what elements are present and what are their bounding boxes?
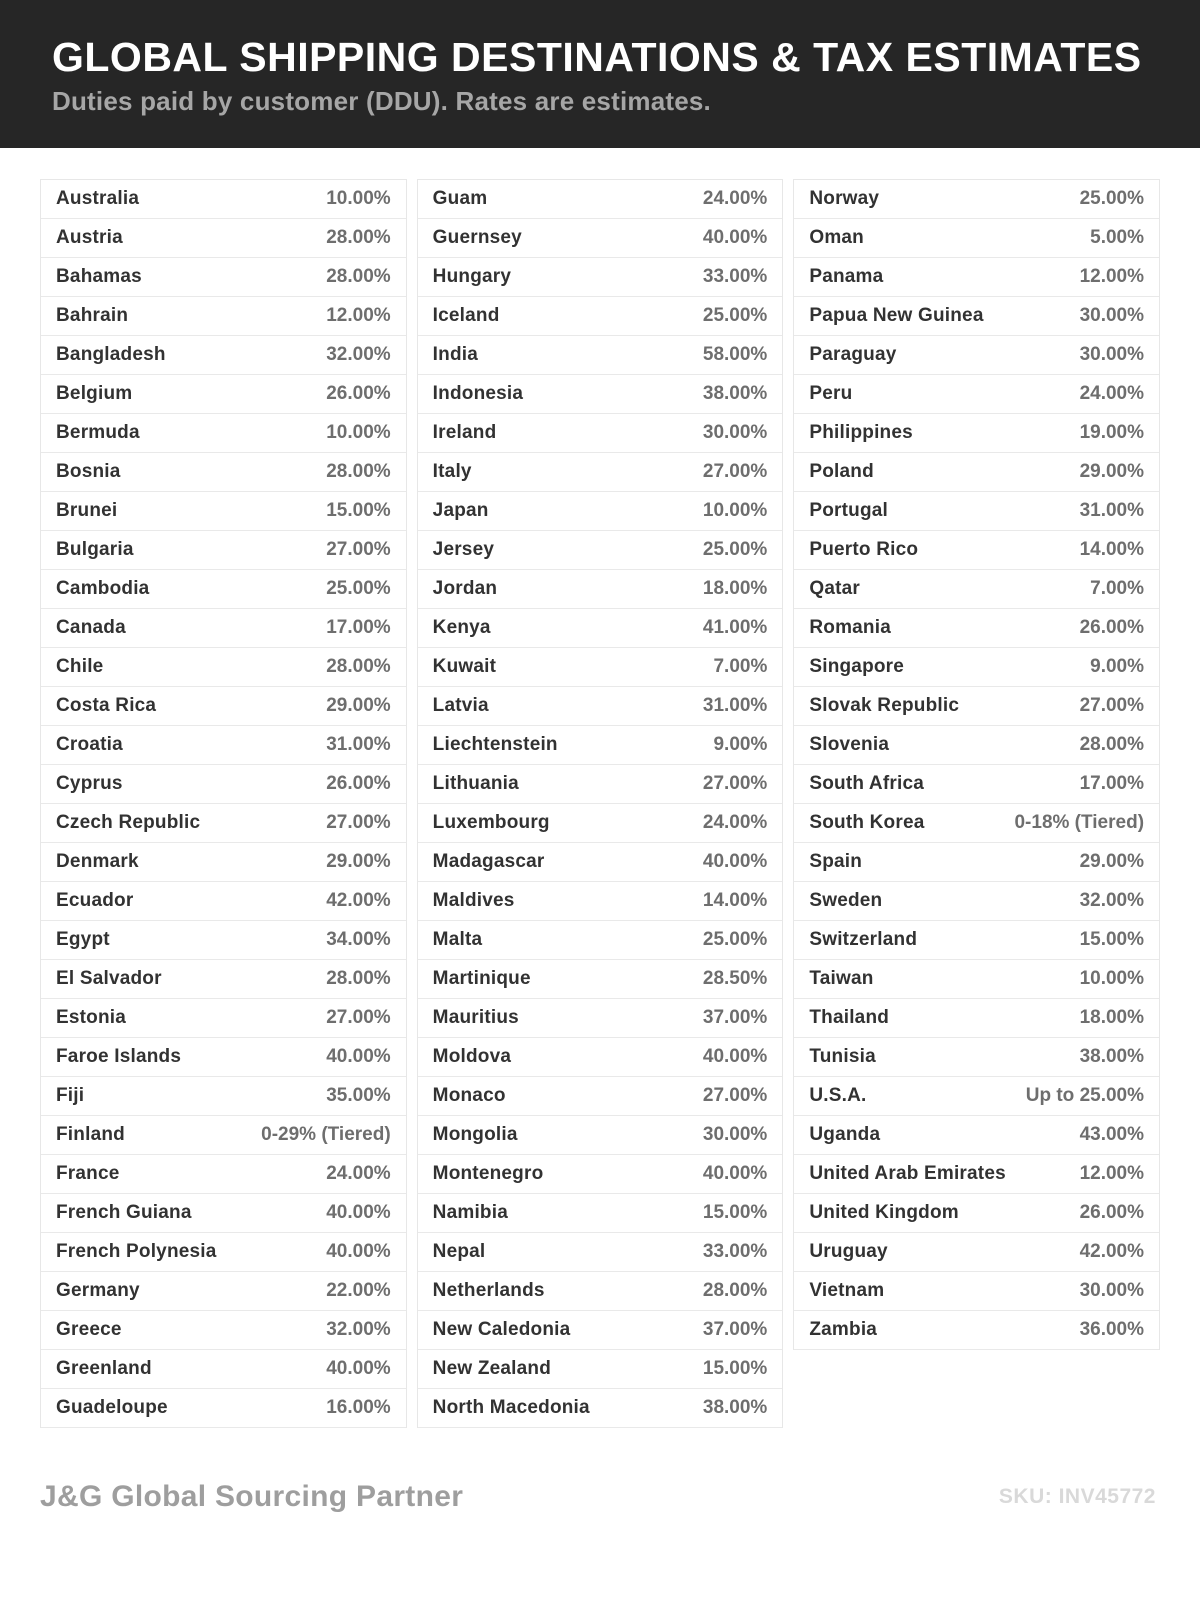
tax-rate: 28.50% — [702, 968, 768, 989]
tax-rate: 29.00% — [1079, 851, 1145, 872]
country-name: Bulgaria — [56, 539, 134, 560]
country-name: Slovak Republic — [809, 695, 960, 716]
table-row — [418, 1272, 783, 1311]
tax-rate: 38.00% — [1079, 1046, 1145, 1067]
country-name: Chile — [56, 656, 104, 677]
country-name: New Caledonia — [432, 1319, 571, 1340]
table-row — [794, 648, 1159, 687]
brand-name: J&G Global Sourcing Partner — [40, 1480, 464, 1513]
tax-rate: 27.00% — [702, 773, 768, 794]
tax-rate: 30.00% — [1079, 344, 1145, 365]
table-row — [794, 258, 1159, 297]
country-name: Guadeloupe — [56, 1397, 168, 1418]
country-name: Panama — [809, 266, 884, 287]
tax-rate: 32.00% — [326, 1319, 391, 1340]
tax-rate: 12.00% — [1079, 1163, 1145, 1184]
country-name: Liechtenstein — [432, 734, 558, 755]
country-name: Peru — [809, 383, 853, 404]
table-row — [41, 414, 406, 453]
table-row — [41, 999, 406, 1038]
tax-rate: 17.00% — [326, 617, 391, 638]
tax-rate: 9.00% — [1090, 656, 1145, 677]
table-row — [418, 648, 783, 687]
country-name: Hungary — [432, 266, 512, 287]
table-row — [794, 414, 1159, 453]
tax-rate: 29.00% — [1079, 461, 1145, 482]
tax-rate: 27.00% — [326, 539, 391, 560]
table-row — [794, 999, 1159, 1038]
country-name: Faroe Islands — [56, 1046, 182, 1067]
country-name: Bangladesh — [56, 344, 166, 365]
table-row — [794, 1194, 1159, 1233]
country-name: Greenland — [56, 1358, 152, 1379]
tax-rate: 35.00% — [326, 1085, 391, 1106]
table-row — [418, 336, 783, 375]
tax-rate: 10.00% — [702, 500, 768, 521]
country-name: Monaco — [432, 1085, 506, 1106]
country-name: Singapore — [809, 656, 905, 677]
tax-rate: 28.00% — [326, 656, 391, 677]
tax-rate: 29.00% — [326, 695, 391, 716]
country-name: Qatar — [809, 578, 860, 599]
table-row — [41, 882, 406, 921]
country-name: Kuwait — [432, 656, 497, 677]
table-row — [41, 1389, 406, 1428]
tax-rate: 25.00% — [326, 578, 391, 599]
table-row — [794, 531, 1159, 570]
table-row — [41, 375, 406, 414]
table-row — [794, 1311, 1159, 1350]
country-name: Fiji — [56, 1085, 85, 1106]
table-row — [418, 570, 783, 609]
country-name: United Kingdom — [809, 1202, 959, 1223]
table-row — [418, 492, 783, 531]
table-row — [41, 726, 406, 765]
country-name: Namibia — [432, 1202, 508, 1223]
table-row — [418, 1233, 783, 1272]
country-name: Denmark — [56, 851, 139, 872]
tax-rate: 14.00% — [1079, 539, 1145, 560]
country-name: Luxembourg — [432, 812, 550, 833]
tax-rate: 31.00% — [1079, 500, 1145, 521]
table-row — [41, 1272, 406, 1311]
tax-rate: 31.00% — [702, 695, 768, 716]
table-row — [41, 1350, 406, 1389]
table-row — [41, 531, 406, 570]
table-row — [418, 375, 783, 414]
page-header — [0, 0, 1200, 148]
country-name: Canada — [56, 617, 126, 638]
table-row — [41, 687, 406, 726]
table-row — [794, 765, 1159, 804]
tax-rate: 42.00% — [326, 890, 391, 911]
table-row — [41, 960, 406, 999]
tax-rate: 25.00% — [702, 305, 768, 326]
table-row — [41, 921, 406, 960]
table-row — [41, 180, 406, 219]
table-row — [41, 1233, 406, 1272]
tax-rate: 29.00% — [326, 851, 391, 872]
table-row — [794, 453, 1159, 492]
country-name: Martinique — [432, 968, 531, 989]
country-name: Costa Rica — [56, 695, 157, 716]
tax-rate: 28.00% — [326, 968, 391, 989]
country-name: Uruguay — [809, 1241, 888, 1262]
rates-column-2 — [417, 179, 784, 1428]
country-name: Italy — [432, 461, 472, 482]
country-name: French Polynesia — [56, 1241, 217, 1262]
country-name: Puerto Rico — [809, 539, 919, 560]
country-name: Ecuador — [56, 890, 134, 911]
country-name: Iceland — [432, 305, 500, 326]
country-name: Japan — [432, 500, 489, 521]
table-row — [418, 1116, 783, 1155]
table-row — [794, 1116, 1159, 1155]
tax-rate: 12.00% — [1079, 266, 1145, 287]
country-name: Zambia — [809, 1319, 878, 1340]
table-row — [41, 1077, 406, 1116]
table-row — [41, 258, 406, 297]
tax-rate: 30.00% — [1079, 1280, 1145, 1301]
table-row — [418, 999, 783, 1038]
country-name: Austria — [56, 227, 123, 248]
tax-rate: 30.00% — [702, 422, 768, 443]
tax-rate: 40.00% — [326, 1046, 391, 1067]
tax-rate: 18.00% — [702, 578, 768, 599]
table-row — [41, 1116, 406, 1155]
tax-rate: 15.00% — [702, 1358, 768, 1379]
country-name: El Salvador — [56, 968, 162, 989]
country-name: Nepal — [432, 1241, 486, 1262]
country-name: North Macedonia — [432, 1397, 590, 1418]
country-name: Czech Republic — [56, 812, 201, 833]
country-name: U.S.A. — [809, 1085, 867, 1106]
page-subtitle: Duties paid by customer (DDU). Rates are estimates. — [52, 86, 711, 117]
table-row — [41, 570, 406, 609]
country-name: Paraguay — [809, 344, 897, 365]
tax-rate: 33.00% — [702, 266, 768, 287]
table-row — [794, 180, 1159, 219]
sku-label: SKU: INV45772 — [998, 1485, 1156, 1508]
table-row — [418, 882, 783, 921]
tax-rate: 40.00% — [326, 1241, 391, 1262]
tax-rate: 9.00% — [713, 734, 768, 755]
country-name: Sweden — [809, 890, 883, 911]
table-row — [41, 1155, 406, 1194]
tax-rate: 19.00% — [1079, 422, 1145, 443]
country-name: Madagascar — [432, 851, 545, 872]
table-row — [41, 1311, 406, 1350]
country-name: Greece — [56, 1319, 122, 1340]
tax-rate: 28.00% — [326, 461, 391, 482]
table-row — [418, 180, 783, 219]
country-name: French Guiana — [56, 1202, 192, 1223]
country-name: New Zealand — [432, 1358, 552, 1379]
tax-rate: 40.00% — [702, 851, 768, 872]
country-name: Vietnam — [809, 1280, 885, 1301]
tax-rate: 26.00% — [1079, 617, 1145, 638]
country-name: Tunisia — [809, 1046, 876, 1067]
tax-rate: 58.00% — [702, 344, 768, 365]
country-name: Switzerland — [809, 929, 918, 950]
tax-rate: 28.00% — [326, 266, 391, 287]
page-title: GLOBAL SHIPPING DESTINATIONS & TAX ESTIMATES — [52, 34, 1142, 80]
table-row — [41, 453, 406, 492]
table-row — [794, 804, 1159, 843]
table-row — [418, 1155, 783, 1194]
table-row — [418, 219, 783, 258]
table-row — [794, 219, 1159, 258]
country-name: Croatia — [56, 734, 123, 755]
tax-rate: 10.00% — [326, 422, 391, 443]
table-row — [418, 414, 783, 453]
table-row — [418, 1350, 783, 1389]
tax-rate: 12.00% — [326, 305, 391, 326]
country-name: Finland — [56, 1124, 125, 1145]
tax-rate: 43.00% — [1079, 1124, 1145, 1145]
country-name: Spain — [809, 851, 863, 872]
tax-rate: 27.00% — [326, 1007, 391, 1028]
country-name: Moldova — [432, 1046, 512, 1067]
country-name: Slovenia — [809, 734, 890, 755]
country-name: South Korea — [809, 812, 925, 833]
country-name: Guam — [432, 188, 488, 209]
tax-rate: 14.00% — [702, 890, 768, 911]
tax-rate: 17.00% — [1079, 773, 1145, 794]
tax-rate: 26.00% — [326, 383, 391, 404]
tax-rate: 0-18% (Tiered) — [1014, 812, 1145, 833]
country-name: Philippines — [809, 422, 913, 443]
table-row — [794, 336, 1159, 375]
table-row — [418, 609, 783, 648]
tax-rate: 5.00% — [1090, 227, 1145, 248]
tax-rate: 41.00% — [702, 617, 768, 638]
country-name: Kenya — [432, 617, 491, 638]
country-name: Oman — [809, 227, 864, 248]
country-name: Estonia — [56, 1007, 127, 1028]
table-row — [418, 1077, 783, 1116]
tax-rate: 15.00% — [1079, 929, 1145, 950]
table-row — [41, 1194, 406, 1233]
country-name: Australia — [56, 188, 140, 209]
tax-rate: 34.00% — [326, 929, 391, 950]
tax-rate: 24.00% — [702, 188, 768, 209]
table-row — [41, 297, 406, 336]
table-row — [41, 804, 406, 843]
table-row — [418, 843, 783, 882]
table-row — [41, 648, 406, 687]
table-row — [418, 1194, 783, 1233]
country-name: Uganda — [809, 1124, 881, 1145]
tax-rate: 28.00% — [1079, 734, 1145, 755]
country-name: Jersey — [432, 539, 495, 560]
tax-rate: 27.00% — [702, 461, 768, 482]
tax-rate: 7.00% — [1090, 578, 1145, 599]
tax-rate: 30.00% — [702, 1124, 768, 1145]
tax-rate: 28.00% — [326, 227, 391, 248]
tax-rate: 37.00% — [702, 1007, 768, 1028]
country-name: Bermuda — [56, 422, 140, 443]
country-name: Ireland — [432, 422, 497, 443]
country-name: Mauritius — [432, 1007, 519, 1028]
country-name: Cambodia — [56, 578, 150, 599]
country-name: Portugal — [809, 500, 889, 521]
table-row — [41, 492, 406, 531]
table-row — [418, 726, 783, 765]
country-name: Taiwan — [809, 968, 874, 989]
country-name: Indonesia — [432, 383, 524, 404]
table-row — [418, 960, 783, 999]
tax-rate: 38.00% — [702, 1397, 768, 1418]
tax-rate: 15.00% — [702, 1202, 768, 1223]
table-row — [794, 882, 1159, 921]
table-row — [794, 1077, 1159, 1116]
country-name: Mongolia — [432, 1124, 518, 1145]
table-row — [418, 1389, 783, 1428]
tax-rate: 24.00% — [1079, 383, 1145, 404]
table-row — [41, 336, 406, 375]
table-row — [418, 1038, 783, 1077]
tax-rate: 32.00% — [326, 344, 391, 365]
table-row — [41, 843, 406, 882]
table-row — [794, 726, 1159, 765]
tax-rate: 40.00% — [702, 227, 768, 248]
country-name: Maldives — [432, 890, 515, 911]
table-row — [418, 453, 783, 492]
tax-rate: 22.00% — [326, 1280, 391, 1301]
table-row — [794, 1038, 1159, 1077]
table-row — [418, 687, 783, 726]
country-name: Netherlands — [432, 1280, 545, 1301]
country-name: Malta — [432, 929, 483, 950]
tax-rate: 38.00% — [702, 383, 768, 404]
tax-rate: 40.00% — [326, 1358, 391, 1379]
table-row — [794, 1155, 1159, 1194]
tax-rate: 40.00% — [702, 1046, 768, 1067]
country-name: Cyprus — [56, 773, 123, 794]
table-row — [794, 960, 1159, 999]
table-row — [41, 1038, 406, 1077]
country-name: South Africa — [809, 773, 924, 794]
table-row — [794, 843, 1159, 882]
tax-rate: 25.00% — [1079, 188, 1145, 209]
tax-rate: 15.00% — [326, 500, 391, 521]
tax-rate: 33.00% — [702, 1241, 768, 1262]
tax-rate: 25.00% — [702, 929, 768, 950]
country-name: India — [432, 344, 479, 365]
tax-rate: 31.00% — [326, 734, 391, 755]
tax-rate: 42.00% — [1079, 1241, 1145, 1262]
rates-column-3 — [793, 179, 1160, 1350]
tax-rate: 40.00% — [702, 1163, 768, 1184]
table-row — [418, 1311, 783, 1350]
country-name: United Arab Emirates — [809, 1163, 1006, 1184]
tax-rate: Up to 25.00% — [1025, 1085, 1145, 1106]
tax-rate: 36.00% — [1079, 1319, 1145, 1340]
table-row — [794, 609, 1159, 648]
tax-rate: 25.00% — [702, 539, 768, 560]
tax-rate-table — [0, 179, 1200, 1428]
country-name: Belgium — [56, 383, 133, 404]
tax-rate: 27.00% — [1079, 695, 1145, 716]
table-row — [41, 219, 406, 258]
country-name: Jordan — [432, 578, 498, 599]
table-row — [41, 609, 406, 648]
tax-rate: 26.00% — [326, 773, 391, 794]
table-row — [418, 804, 783, 843]
tax-rate: 27.00% — [326, 812, 391, 833]
country-name: Germany — [56, 1280, 140, 1301]
tax-rate: 37.00% — [702, 1319, 768, 1340]
tax-rate: 32.00% — [1079, 890, 1145, 911]
country-name: Bahamas — [56, 266, 142, 287]
rates-column-1 — [40, 179, 407, 1428]
table-row — [794, 570, 1159, 609]
tax-rate: 24.00% — [702, 812, 768, 833]
table-row — [794, 1272, 1159, 1311]
country-name: Poland — [809, 461, 874, 482]
country-name: Brunei — [56, 500, 118, 521]
country-name: Bahrain — [56, 305, 129, 326]
country-name: Papua New Guinea — [809, 305, 984, 326]
tax-rate: 40.00% — [326, 1202, 391, 1223]
country-name: Egypt — [56, 929, 110, 950]
country-name: Thailand — [809, 1007, 890, 1028]
tax-rate: 27.00% — [702, 1085, 768, 1106]
tax-rate: 28.00% — [702, 1280, 768, 1301]
table-row — [418, 297, 783, 336]
tax-rate: 26.00% — [1079, 1202, 1145, 1223]
table-row — [418, 921, 783, 960]
country-name: Lithuania — [432, 773, 519, 794]
tax-rate: 24.00% — [326, 1163, 391, 1184]
country-name: France — [56, 1163, 120, 1184]
table-row — [418, 765, 783, 804]
tax-rate: 10.00% — [326, 188, 391, 209]
tax-rate: 10.00% — [1079, 968, 1145, 989]
country-name: Bosnia — [56, 461, 121, 482]
tax-rate: 7.00% — [713, 656, 768, 677]
table-row — [794, 921, 1159, 960]
country-name: Latvia — [432, 695, 489, 716]
tax-rate: 30.00% — [1079, 305, 1145, 326]
table-row — [418, 531, 783, 570]
page-footer — [0, 1480, 1200, 1514]
table-row — [794, 375, 1159, 414]
table-row — [41, 765, 406, 804]
table-row — [794, 687, 1159, 726]
table-row — [794, 297, 1159, 336]
table-row — [418, 258, 783, 297]
tax-rate: 18.00% — [1079, 1007, 1145, 1028]
tax-rate: 16.00% — [326, 1397, 391, 1418]
table-row — [794, 492, 1159, 531]
country-name: Guernsey — [432, 227, 522, 248]
country-name: Montenegro — [432, 1163, 544, 1184]
table-row — [794, 1233, 1159, 1272]
country-name: Romania — [809, 617, 891, 638]
tax-rate: 0-29% (Tiered) — [261, 1124, 391, 1145]
country-name: Norway — [809, 188, 880, 209]
